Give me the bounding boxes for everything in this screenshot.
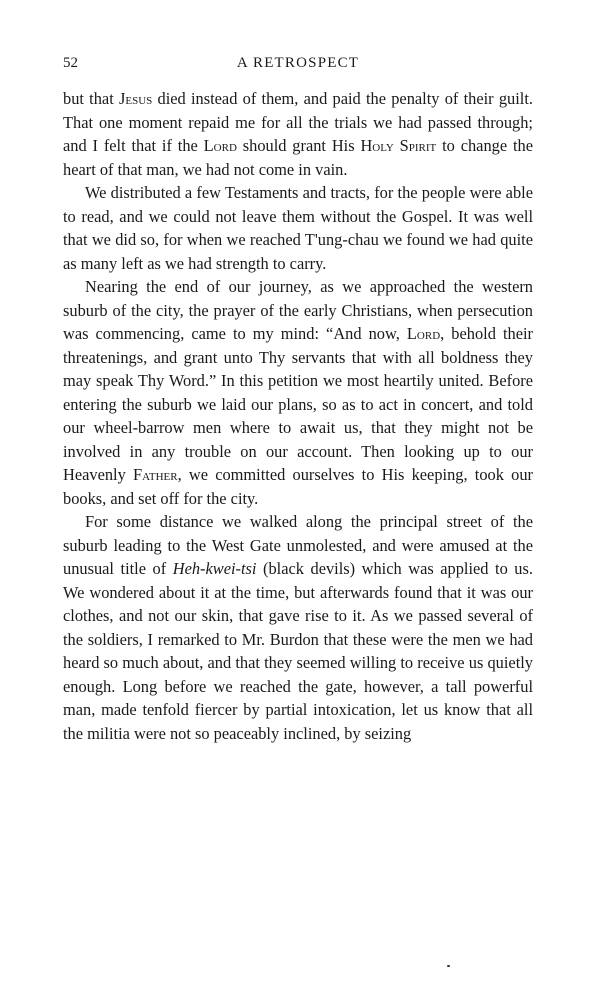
small-caps-text: Lord — [203, 136, 237, 155]
text-run: died instead of them, and paid the penalty of their guilt. That one moment repaid me for all the trials we had passed through; and I felt that if the — [63, 89, 533, 155]
text-run: We distributed a few Testaments and tracts, for the people were able to read, and we could not leave them without the Gospel. It was well that we did so, for when we reached T'ung-chau we found we had quite as many left as we had strength to carry. — [63, 183, 533, 273]
text-run: , we committed ourselves to His keeping, took our books, and set off for the city. — [63, 465, 533, 508]
text-run: , behold their threatenings, and grant unto Thy servants that with all boldness they may speak Thy Word.” In this petition we most heartily united. Before entering the suburb we laid our plans, so as to act in concert, and told our wheel-barrow men where to await us, that they might not be involved in any trouble on our account. Then looking up to our Heavenly — [63, 324, 533, 484]
small-caps-text: Lord — [406, 324, 441, 343]
small-caps-text: Holy Spirit — [360, 136, 437, 155]
paragraph — [63, 181, 533, 275]
text-run: but that — [63, 89, 119, 108]
page-number: 52 — [63, 55, 78, 71]
print-speck — [447, 965, 450, 967]
paragraph — [63, 87, 533, 181]
small-caps-text: Jesus — [119, 89, 153, 108]
text-run: (black devils) which was applied to us. We wondered about it at the time, but afterwards found that it was our clothes, and not our skin, that gave rise to it. As we passed several of the soldiers, I remarked to Mr. Burdon that these were the men we had heard so much about, and that they seemed willing to receive us quietly enough. Long before we reached the gate, however, a tall powerful man, made tenfold fiercer by partial intoxication, let us know that all the militia were not so peaceably inclined, by seizing — [63, 559, 533, 743]
paragraph — [63, 510, 533, 745]
body-text — [63, 87, 533, 745]
running-header — [63, 55, 533, 79]
text-run: should grant His — [236, 136, 361, 155]
italic-text: Heh-kwei-tsi — [172, 559, 257, 578]
small-caps-text: Father — [133, 465, 178, 484]
text-run: to change the heart of that man, we had not come in vain. — [63, 136, 533, 179]
text-run: Nearing the end of our journey, as we approached the western suburb of the city, the prayer of the early Christians, when persecution was commencing, came to my mind: “And now, — [63, 277, 533, 343]
running-title: A RETROSPECT — [236, 55, 360, 71]
paragraph — [63, 275, 533, 510]
text-run: For some distance we walked along the principal street of the suburb leading to the West Gate unmolested, and were amused at the unusual title of — [63, 512, 533, 578]
